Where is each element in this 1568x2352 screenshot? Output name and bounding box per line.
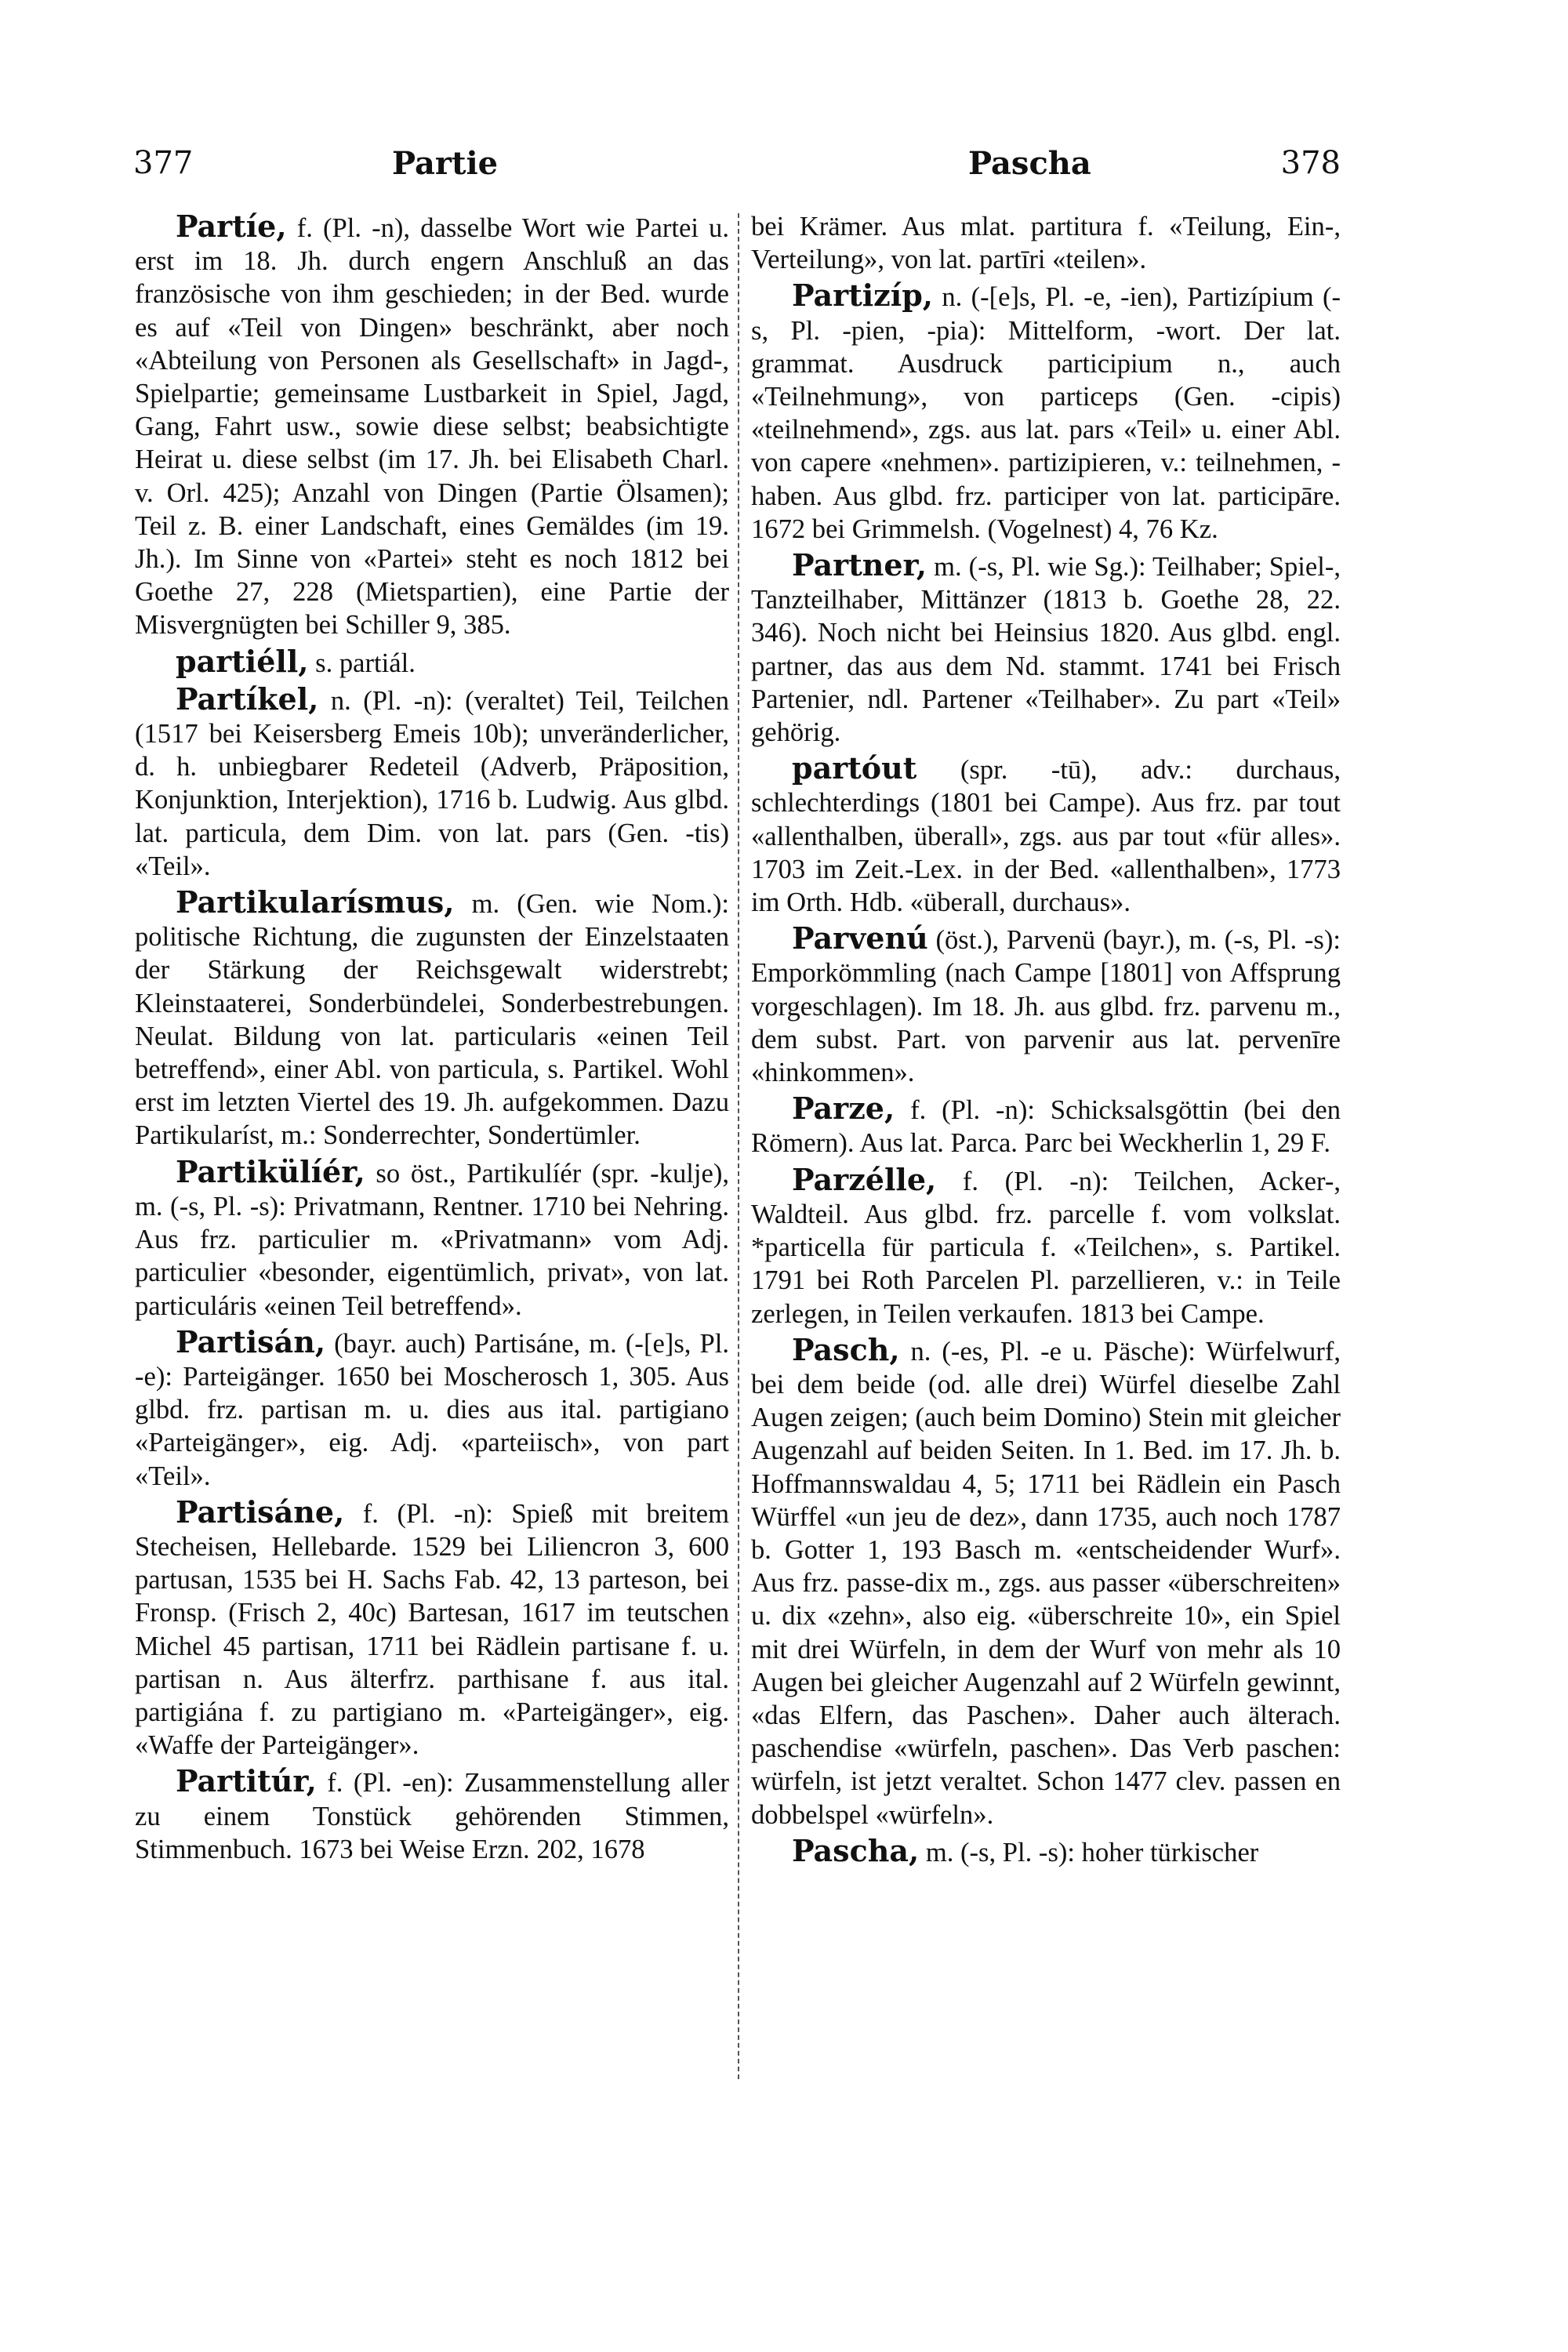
headword: Partikularísmus, [176,884,455,920]
headword: Parze, [792,1091,895,1127]
entry-partikularismus [135,886,729,1152]
column-divider [738,213,739,2079]
entry-text: n. (-[e]s, Pl. -e, -ien), Partizípium (-s, Pl. -pien, -pia): Mittelform, -wort. Der lat. grammat. Ausdruck participium n., auch «Teilnehmung», von particeps (Gen. -cipis) «teilnehmend», zgs. aus lat. pars «Teil» u. einer Abl. von capere «nehmen». partizipieren, v.: teilnehmen, -haben. Aus glbd. frz. participer von lat. participāre. 1672 bei Grimmelsh. (Vogelnest) 4, 76 Kz. [751,282,1341,544]
entry-text: f. (Pl. -en): Zusammenstellung aller zu einem Tonstück gehörenden Stimmen, Stimmenbuch. 1673 bei Weise Erzn. 202, 1678 [135,1768,729,1864]
entry-partie [135,210,729,642]
entry-text: f. (Pl. -n): Schicksalsgöttin (bei den Römern). Aus lat. Parca. Parc bei Weckherlin 1, 29 F. [751,1095,1341,1159]
guide-word-right: Pascha [968,145,1091,182]
entry-text: (spr. -tū), adv.: durchaus, schlechterdings (1801 bei Campe). Aus frz. par tout «allenthalben, überall», zgs. aus par tout «für alles». 1703 im Zeit.-Lex. in der Bed. «allenthalben», 1773 im Orth. Hdb. «überall, durchaus». [751,755,1341,918]
entry-text: f. (Pl. -n): Teilchen, Acker-, Waldteil. Aus glbd. frz. parcelle f. vom volkslat. *particella für particula f. «Teilchen», s. Partikel. 1791 bei Roth Parcelen Pl. parzellieren, v.: in Teile zerlegen, in Teilen verkaufen. 1813 bei Campe. [751,1166,1341,1329]
headword: partóut [792,750,917,786]
entry-text: n. (-es, Pl. -e u. Päsche): Würfelwurf, bei dem beide (od. alle drei) Würfel dieselbe Zahl Augen zeigen; (auch beim Domino) Stein mit gleicher Augenzahl auf beiden Seiten. In 1. Bed. im 17. Jh. b. Hoffmannswaldau 4, 5; 1711 bei Rädlein ein Pasch Würffel «un jeu de dez», dann 1735, auch noch 1787 b. Gotter 1, 193 Basch m. «entscheidender Wurf». Aus frz. passe-dix m., zgs. aus passer «überschreiten» u. dix «zehn», also eig. «überschreite 10», ein Spiel mit drei Würfeln, in dem der Wurf von mehr als 10 Augen bei gleicher Augenzahl auf 2 Würfeln gewinnt, «das Elfern, das Paschen». Daher auch älterach. paschendise «würfeln, paschen». Das Verb paschen: würfeln, ist jetzt veraltet. Schon 1477 clev. passen en dobbelspel «würfeln». [751,1336,1341,1830]
entry-text: so öst., Partikulíér (spr. -kulje), m. (-s, Pl. -s): Privatmann, Rentner. 1710 bei Nehring. Aus frz. particulier m. «Privatmann» vom Adj. particulier «besonder, eigentümlich, privat», von lat. particuláris «einen Teil betreffend». [135,1158,729,1321]
right-column [751,210,1341,1872]
headword: partiéll, [176,643,309,679]
left-column [135,210,729,1869]
entry-partitur [135,1765,729,1866]
entry-text: m. (Gen. wie Nom.): politische Richtung, die zugunsten der Einzelstaaten der Stärkung der Reichsgewalt widerstrebt; Kleinstaaterei, Sonderbündelei, Sonderbestrebungen. Neulat. Bildung von lat. particularis «einen Teil betreffend», einer Abl. von particula, s. Partikel. Wohl erst im letzten Viertel des 19. Jh. aufgekommen. Dazu Partikularíst, m.: Sonderrechter, Sondertümler. [135,889,729,1151]
entry-partout [751,752,1341,919]
running-header [133,145,1341,192]
headword: Partíe, [176,209,287,244]
headword: Pasch, [792,1331,900,1367]
headword: Partikülíér, [176,1153,365,1189]
entry-text: (öst.), Parvenü (bayr.), m. (-s, Pl. -s): Emporkömmling (nach Campe [1801] von Affsprung vorgeschlagen). Im 18. Jh. aus glbd. frz. parvenu m., dem subst. Part. von parvenir aus lat. pervenīre «hinkommen». [751,925,1341,1088]
entry-text: f. (Pl. -n): Spieß mit breitem Stecheisen, Hellebarde. 1529 bei Liliencron 3, 600 partusan, 1535 bei H. Sachs Fab. 42, 13 parteson, bei Fronsp. (Frisch 2, 40c) Bartesan, 1617 im teutschen Michel 45 partisan, 1711 bei Rädlein partisane f. u. partisan n. Aus älterfrz. parthisane f. aus ital. partigiána f. zu partigiano m. «Parteigänger», eig. «Waffe der Parteigänger». [135,1498,729,1761]
entry-partiell [135,645,729,680]
entry-partikel [135,683,729,883]
headword: Parvenú [792,920,928,956]
entry-partisan [135,1323,729,1493]
entry-partisane [135,1496,729,1762]
entry-partikulier [135,1153,729,1323]
entry-text: (bayr. auch) Partisáne, m. (-[e]s, Pl. -e): Parteigänger. 1650 bei Moscherosch 1, 305. Aus glbd. frz. partisan m. u. dies aus ital. partigiano «Parteigänger», eig. Adj. «parteiisch», von part «Teil». [135,1328,729,1491]
headword: Partitúr, [176,1763,317,1799]
headword: Partíkel, [176,681,319,717]
entry-partner [751,549,1341,749]
headword: Parzélle, [792,1161,937,1197]
headword: Partisáne, [176,1494,345,1530]
guide-word-left: Partie [392,145,499,182]
page-number-left: 377 [133,145,194,181]
entry-parvenu [751,922,1341,1089]
entry-text: s. partiál. [315,648,416,678]
entry-text: n. (Pl. -n): (veraltet) Teil, Teilchen (1517 bei Keisersberg Emeis 10b); unveränderlicher, d. h. unbiegbarer Redeteil (Adverb, Präposition, Konjunktion, Interjektion), 1716 b. Ludwig. Aus glbd. lat. particula, dem Dim. von lat. pars (Gen. -tis) «Teil». [135,685,729,881]
headword: Partisán, [176,1323,326,1359]
entry-parze [751,1092,1341,1160]
entry-pasch [751,1331,1341,1831]
entry-parzelle [751,1163,1341,1330]
entry-text: f. (Pl. -n), dasselbe Wort wie Partei u. erst im 18. Jh. durch engern Anschluß an das französische von ihm geschieden; in der Bed. wurde es auf «Teil von Dingen» beschränkt, aber noch «Abteilung von Personen als Gesellschaft» in Jagd-, Spielpartie; gemeinsame Lustbarkeit in Spiel, Jagd, Gang, Fahrt usw., sowie diese selbst; beabsichtigte Heirat u. diese selbst (im 17. Jh. bei Elisabeth Charl. v. Orl. 425); Anzahl von Dingen (Partie Ölsamen); Teil z. B. einer Landschaft, eines Gemäldes (im 19. Jh.). Im Sinne von «Partei» steht es noch 1812 bei Goethe 27, 228 (Mietspartien), eine Partie der Misvergnügten bei Schiller 9, 385. [135,213,729,641]
entry-partizip [751,279,1341,546]
headword: Partizíp, [792,278,933,314]
entry-text: m. (-s, Pl. -s): hoher türkischer [925,1837,1259,1867]
entry-pascha [751,1832,1341,1869]
entry-partitur-continued [751,210,1341,276]
entry-text: bei Krämer. Aus mlat. partitura f. «Teilung, Ein-, Verteilung», von lat. partīri «teilen». [751,212,1341,275]
entry-text: m. (-s, Pl. wie Sg.): Teilhaber; Spiel-, Tanzteilhaber, Mittänzer (1813 b. Goethe 28, 22. 346). Noch nicht bei Heinsius 1820. Aus glbd. engl. partner, das aus dem Nd. stammt. 1741 bei Frisch Partenier, ndl. Partener «Teilhaber». Zu part «Teil» gehörig. [751,552,1341,748]
headword: Partner, [792,547,927,583]
page-number-right: 378 [1280,145,1341,181]
headword: Pascha, [792,1832,920,1868]
